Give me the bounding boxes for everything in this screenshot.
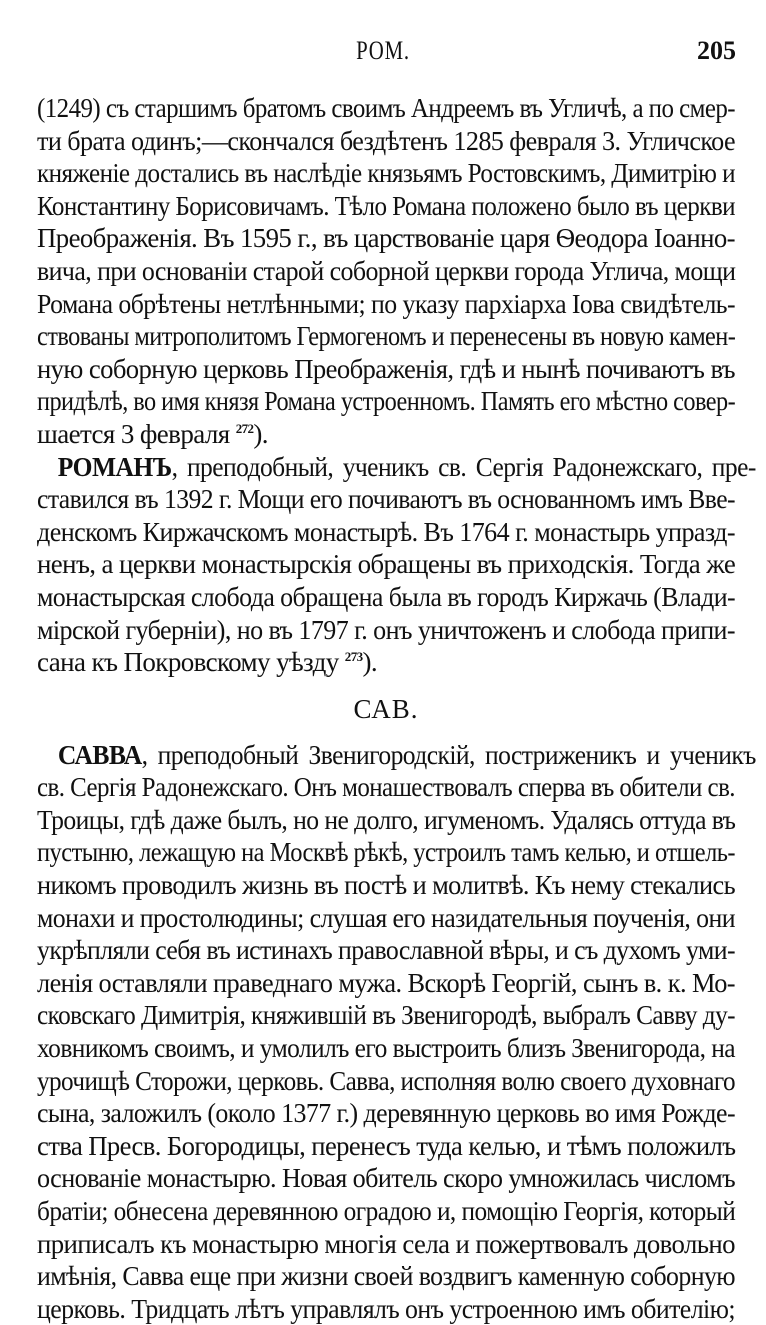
paragraph-savva	[37, 739, 756, 1325]
running-head	[0, 36, 766, 72]
line-text: шается 3 февраля	[37, 418, 236, 449]
text-line: денскомъ Киржачскомъ монастырѣ. Въ 1764 г. монастырь упразд-	[37, 516, 735, 547]
text-line: придѣлѣ, во имя князя Романа устроенномъ. Память его мѣстно совер-	[37, 386, 736, 417]
line-text: , преподобный, ученикъ св. Сергія Радонежскаго, пре-	[171, 451, 756, 482]
entry-headword: РОМАНЪ	[57, 451, 172, 482]
text-line: монастырская слобода обращена была въ городъ Киржачь (Влади-	[37, 581, 736, 612]
line-text: , преподобный Звенигородскій, постриженикъ и ученикъ	[141, 739, 756, 770]
text-line: Преображенія. Въ 1595 г., въ царствованіе царя Ѳеодора Іоанно-	[37, 223, 735, 254]
text-line: ставился въ 1392 г. Мощи его почиваютъ въ основанномъ имъ Вве-	[37, 484, 736, 515]
footnote-ref-272[interactable]: 272	[235, 420, 254, 436]
text-line: урочищѣ Сторожи, церковь. Савва, исполняя волю своего духовнаго	[37, 1065, 736, 1096]
text-line: Троицы, гдѣ даже былъ, но не долго, игуменомъ. Удалясь оттуда въ	[37, 804, 736, 835]
text-line: ную соборную церковь Преображенія, гдѣ и нынѣ почиваютъ въ	[37, 353, 735, 384]
line-text: сана къ Покровскому уѣзду	[37, 647, 345, 678]
text-line: Константину Борисовичамъ. Тѣло Романа положено было въ церкви	[37, 190, 736, 221]
text-line: ненъ, а церкви монастырскія обращены въ приходскія. Тогда же	[37, 549, 736, 580]
text-line: основаніе монастырю. Новая обитель скоро умножилась числомъ	[37, 1163, 736, 1194]
text-line: св. Сергія Радонежскаго. Онъ монашествовалъ сперва въ обители св.	[37, 772, 735, 803]
running-head-title: РОМ.	[356, 36, 410, 65]
text-line: (1249) съ старшимъ братомъ своимъ Андреемъ въ Угличѣ, а по смер-	[37, 93, 735, 123]
text-line: ства Пресв. Богородицы, перенесъ туда келью, и тѣмъ положилъ	[37, 1130, 736, 1161]
text-line-last	[37, 418, 735, 451]
text-line: сковскаго Димитрія, княжившій въ Звенигородѣ, выбралъ Савву ду-	[37, 1000, 735, 1031]
text-line: укрѣпляли себя въ истинахъ православной вѣры, и съ духомъ уми-	[37, 935, 735, 966]
text-line: монахи и простолюдины; слушая его назидательныя поученія, они	[37, 902, 736, 933]
text-line: пустыню, лежащую на Москвѣ рѣкѣ, устроилъ тамъ келью, и отшель-	[37, 837, 735, 868]
text-line: сына, заложилъ (около 1377 г.) деревянную церковь во имя Рожде-	[37, 1098, 735, 1129]
text-line: церковь. Тридцать лѣтъ управлялъ онъ устроенною имъ обителію;	[37, 1293, 735, 1324]
section-heading: САВ.	[353, 693, 419, 724]
line-end: ).	[253, 418, 268, 449]
text-line: вича, при основаніи старой соборной церкви города Углича, мощи	[37, 255, 736, 286]
entry-headword: САВВА	[57, 739, 142, 770]
text-line: мірской губерніи), но въ 1797 г. онъ уничтоженъ и слобода припи-	[37, 614, 735, 645]
text-line: имѣнія, Савва еще при жизни своей воздвигъ каменную соборную	[37, 1261, 735, 1292]
page-number: 205	[697, 36, 736, 65]
text-line: княженіе достались въ наслѣдіе князьямъ Ростовскимъ, Димитрію и	[37, 158, 735, 189]
page-body	[37, 92, 756, 1325]
text-line-last	[37, 646, 735, 679]
text-line: никомъ проводилъ жизнь въ постѣ и молитвѣ. Къ нему стекались	[37, 870, 735, 901]
text-line: ствованы митрополитомъ Гермогеномъ и перенесены въ новую камен-	[37, 321, 736, 352]
text-line-first	[37, 451, 756, 484]
paragraph-roman-prepodobny	[37, 451, 756, 679]
text-line-first	[37, 739, 756, 772]
text-line: ти брата одинъ;—скончался бездѣтенъ 1285 февраля 3. Угличское	[37, 125, 735, 156]
footnote-ref-273[interactable]: 273	[344, 649, 363, 665]
text-line: ленія оставляли праведнаго мужа. Вскорѣ Георгій, сынъ в. к. Мо-	[37, 967, 735, 998]
paragraph-roman-uglich-continued	[37, 92, 735, 451]
text-line: Романа обрѣтены нетлѣнными; по указу пархіарха Іова свидѣтель-	[37, 288, 735, 319]
text-line: ховникомъ своимъ, и умолилъ его выстроить близъ Звенигорода, на	[37, 1033, 735, 1064]
text-line: приписалъ къ монастырю многія села и пожертвовалъ довольно	[37, 1228, 735, 1259]
text-line: братіи; обнесена деревянною оградою и, помощію Георгія, который	[37, 1196, 736, 1226]
line-end: ).	[362, 647, 378, 678]
